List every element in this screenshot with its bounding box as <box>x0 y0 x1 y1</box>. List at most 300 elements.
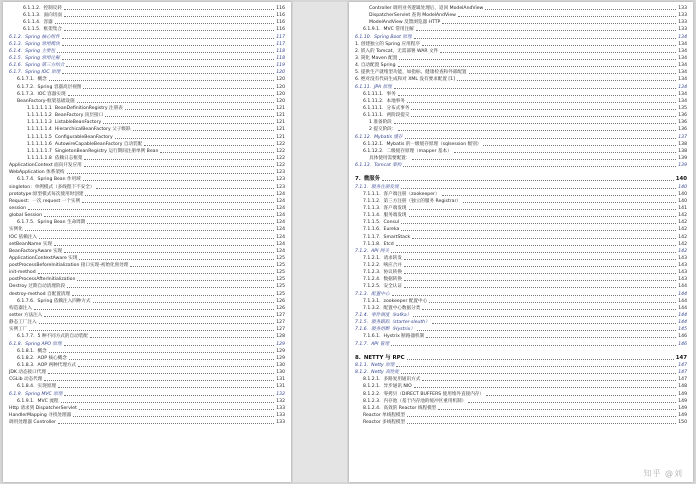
toc-entry[interactable] <box>355 283 687 290</box>
toc-entry-title: Http 请求到 DispatcherServlet <box>9 405 77 411</box>
toc-entry-page: 140 <box>675 176 687 183</box>
toc-entry-number: 6.1.8.3. <box>17 363 35 369</box>
toc-entry[interactable] <box>9 348 285 355</box>
toc-entry[interactable] <box>355 134 687 141</box>
toc-entry-title: Reactor 单线程模型 <box>363 413 406 419</box>
toc-entry-number: 1.1.1.1.1.7 <box>27 148 52 154</box>
toc-entry-page: 116 <box>276 13 285 19</box>
toc-entry-title: 高效的 Reactor 线程模型 <box>383 405 437 411</box>
dot-leader <box>404 276 676 281</box>
toc-entry[interactable] <box>355 369 687 376</box>
toc-entry-page: 134 <box>678 63 687 69</box>
toc-entry-page: 116 <box>276 20 285 26</box>
toc-entry[interactable] <box>355 262 687 269</box>
toc-entry[interactable] <box>355 69 687 76</box>
dot-leader <box>44 312 274 317</box>
toc-entry[interactable] <box>9 298 285 305</box>
toc-entry-page: 122 <box>276 155 285 161</box>
toc-entry-page: 119 <box>276 63 285 69</box>
toc-entry[interactable] <box>9 255 285 262</box>
toc-entry[interactable] <box>355 234 687 241</box>
toc-entry[interactable] <box>355 48 687 55</box>
dot-leader <box>414 383 676 388</box>
toc-entry[interactable] <box>355 84 687 91</box>
toc-entry-title: Spring 依赖注入四种方式 <box>37 298 91 304</box>
toc-entry-number: 6.1.1.3. <box>23 13 41 19</box>
dot-leader <box>105 112 274 117</box>
toc-entry-page: 121 <box>276 134 285 140</box>
toc-entry[interactable] <box>355 91 687 98</box>
toc-entry-page: 117 <box>276 34 285 40</box>
toc-entry[interactable] <box>9 391 285 398</box>
toc-entry[interactable] <box>9 341 285 348</box>
toc-entry[interactable] <box>9 84 285 91</box>
toc-entry[interactable] <box>9 362 285 369</box>
toc-entry-title: BeanFactory-框架基础设施 <box>17 98 75 104</box>
dot-leader <box>382 176 674 181</box>
toc-entry-title: destroy-method 自配置清理 <box>9 291 70 297</box>
toc-entry-page: 147 <box>678 363 687 369</box>
toc-entry[interactable] <box>9 119 285 126</box>
toc-entry-title: Spring APO 原理 <box>25 341 62 347</box>
toc-entry-title: 1 准备阶段 <box>369 120 392 126</box>
toc-entry[interactable] <box>355 112 687 119</box>
toc-entry[interactable] <box>355 12 687 19</box>
toc-entry[interactable] <box>9 226 285 233</box>
toc-entry-number: 1.1.1.1.1.4 <box>27 127 52 133</box>
toc-entry-page: 148 <box>678 384 687 390</box>
toc-entry[interactable] <box>9 155 285 162</box>
dot-leader <box>401 226 676 231</box>
toc-entry[interactable] <box>355 348 687 355</box>
dot-leader <box>407 419 676 424</box>
toc-entry[interactable] <box>9 148 285 155</box>
toc-entry-title: DispatcherServlet 查询 ModelAndView <box>369 13 456 19</box>
toc-entry-title: 分布式事务 <box>386 105 410 111</box>
toc-entry[interactable] <box>355 212 687 219</box>
toc-entry-number: 6.1.13. <box>355 163 372 169</box>
toc-entry[interactable] <box>355 355 687 362</box>
toc-entry-page: 138 <box>678 148 687 154</box>
dot-leader <box>399 55 676 60</box>
toc-entry-page: 122 <box>276 163 285 169</box>
toc-entry[interactable] <box>9 5 285 12</box>
toc-entry[interactable] <box>355 405 687 412</box>
toc-entry[interactable] <box>355 155 687 162</box>
toc-entry-title: 控制反转 <box>43 6 62 11</box>
toc-entry-page: 134 <box>678 34 687 40</box>
toc-entry-number: 8.1.1. <box>355 363 369 369</box>
toc-entry-title: prototype:原型模式每次使用时创建 <box>9 191 84 197</box>
toc-entry-page: 133 <box>678 20 687 26</box>
toc-entry[interactable] <box>9 19 285 26</box>
toc-entry[interactable] <box>9 69 285 76</box>
toc-entry-page: 140 <box>678 191 687 197</box>
dot-leader <box>412 234 676 239</box>
toc-entry-title: 概念 <box>37 348 47 354</box>
toc-entry[interactable] <box>355 98 687 105</box>
toc-entry[interactable] <box>355 398 687 405</box>
toc-entry-page: 134 <box>678 48 687 54</box>
toc-entry[interactable] <box>9 134 285 141</box>
toc-entry[interactable] <box>355 269 687 276</box>
toc-entry-page: 134 <box>678 41 687 47</box>
toc-entry[interactable] <box>9 333 285 340</box>
toc-entry[interactable] <box>355 19 687 26</box>
toc-entry[interactable] <box>9 198 285 205</box>
toc-entry-page: 142 <box>678 241 687 247</box>
toc-entry-title: 事件调度（kafka） <box>371 313 412 319</box>
toc-entry[interactable] <box>355 5 687 12</box>
toc-entry-number: 6.1.3. <box>9 41 23 47</box>
toc-entry[interactable] <box>9 169 285 176</box>
toc-entry-number: 7. <box>355 176 361 183</box>
toc-entry[interactable] <box>355 333 687 340</box>
toc-entry-number: 6.1.7.7. <box>17 334 35 340</box>
dot-leader <box>62 34 274 39</box>
toc-entry[interactable] <box>9 176 285 183</box>
toc-entry[interactable] <box>355 412 687 419</box>
toc-entry[interactable] <box>355 362 687 369</box>
toc-entry-number: 7.1.6. <box>355 327 369 333</box>
toc-entry-page: 133 <box>276 420 285 426</box>
toc-entry[interactable] <box>9 262 285 269</box>
toc-entry-page: 146 <box>678 334 687 340</box>
toc-entry[interactable] <box>355 176 687 183</box>
toc-entry[interactable] <box>9 219 285 226</box>
dot-leader <box>404 269 676 274</box>
dot-leader <box>73 412 274 417</box>
toc-entry-number: 6.1.1.5. <box>23 27 41 33</box>
toc-entry-number: 1.1.1.1.1.1 <box>27 105 52 111</box>
toc-entry-page: 144 <box>678 298 687 304</box>
toc-entry[interactable] <box>355 119 687 126</box>
toc-entry[interactable] <box>9 305 285 312</box>
toc-entry[interactable] <box>355 419 687 426</box>
toc-entry[interactable] <box>355 291 687 298</box>
toc-entry[interactable] <box>9 355 285 362</box>
toc-entry-title: 2 提交阶段： <box>369 127 397 133</box>
dot-leader <box>115 134 275 139</box>
toc-entry-title: 二级缓存原理（mapper 基本） <box>386 148 452 154</box>
toc-entry[interactable] <box>9 98 285 105</box>
toc-entry-number: 6.1.12. <box>355 134 372 140</box>
dot-leader <box>90 333 274 338</box>
toc-entry-title: 调用处理器 Controller <box>9 420 57 426</box>
toc-entry[interactable] <box>355 376 687 383</box>
dot-leader <box>442 19 676 24</box>
toc-entry-number: 6.1.7.1. <box>17 77 35 83</box>
toc-entry[interactable] <box>9 76 285 83</box>
toc-entry-page: 121 <box>276 127 285 133</box>
toc-entry[interactable] <box>9 383 285 390</box>
toc-entry-title: 服务端发现 <box>383 213 407 219</box>
toc-entry-page: 127 <box>276 327 285 333</box>
toc-entry-title: 3. 简化 Maven 配置 <box>355 55 398 61</box>
dot-leader <box>457 76 676 81</box>
toc-entry[interactable] <box>9 326 285 333</box>
toc-entry[interactable] <box>355 76 687 83</box>
toc-entry-page: 124 <box>276 248 285 254</box>
toc-entry[interactable] <box>9 184 285 191</box>
dot-leader <box>62 41 274 46</box>
toc-entry[interactable] <box>355 26 687 33</box>
dot-leader <box>411 112 676 117</box>
toc-entry[interactable] <box>355 305 687 312</box>
dot-leader <box>144 141 274 146</box>
toc-entry-title: 第三方注册（独立的服务 Registrar） <box>383 198 461 204</box>
toc-entry-page: 144 <box>678 305 687 311</box>
toc-entry[interactable] <box>355 219 687 226</box>
toc-entry-title: API 管理 <box>371 341 390 347</box>
toc-entry[interactable] <box>9 141 285 148</box>
toc-entry[interactable] <box>355 391 687 398</box>
toc-entry-number: 6.1.9.1. <box>363 27 381 33</box>
dot-leader <box>440 48 676 53</box>
toc-entry-page: 133 <box>678 13 687 19</box>
toc-entry-number: 8.1.2.1. <box>363 384 381 390</box>
dot-leader <box>83 176 274 181</box>
toc-entry-title: Reactor 多线程模型 <box>363 420 406 426</box>
toc-entry-title: Spring 常用注解 <box>25 55 60 61</box>
toc-entry-page: 134 <box>678 77 687 83</box>
toc-entry-page: 122 <box>276 141 285 147</box>
toc-entry-page: 136 <box>678 113 687 119</box>
toc-entry[interactable] <box>9 283 285 290</box>
toc-entry[interactable] <box>355 62 687 69</box>
toc-entry-title: 实例化 <box>9 227 23 233</box>
toc-entry[interactable] <box>9 248 285 255</box>
toc-page-right <box>349 2 693 482</box>
toc-entry-page: 129 <box>276 341 285 347</box>
toc-entry-number: 8. <box>355 354 361 361</box>
toc-entry-title: BeanDefinitionRegistry 注册表 <box>54 105 123 111</box>
toc-entry-number: 8.1.2. <box>355 370 369 376</box>
toc-entry[interactable] <box>355 241 687 248</box>
toc-entry[interactable] <box>355 298 687 305</box>
toc-entry[interactable] <box>9 55 285 62</box>
toc-entry-number: 7.1.2.3. <box>363 270 381 276</box>
toc-entry-number: 7.1.3. <box>355 291 369 297</box>
dot-leader <box>67 283 274 288</box>
toc-entry-title: 配置中心数据分类 <box>383 305 421 311</box>
toc-entry-number: 6.1.5. <box>9 55 23 61</box>
toc-entry-title: 构造器注入 <box>9 305 32 311</box>
toc-entry[interactable] <box>9 41 285 48</box>
toc-entry[interactable] <box>355 255 687 262</box>
toc-entry[interactable] <box>9 234 285 241</box>
toc-entry[interactable] <box>355 341 687 348</box>
toc-entry[interactable] <box>9 91 285 98</box>
toc-page-left <box>3 2 291 482</box>
toc-entry-title: 配置中心 <box>371 291 390 297</box>
toc-entry-page: 126 <box>276 305 285 311</box>
toc-entry[interactable] <box>355 184 687 191</box>
toc-entry-title: singleton：单例模式（多线程下不安全） <box>9 184 95 190</box>
toc-entry-page: 125 <box>276 263 285 269</box>
toc-entry[interactable] <box>355 162 687 169</box>
dot-leader <box>29 326 274 331</box>
toc-entry-number: 6.1.11. <box>355 84 372 90</box>
toc-entry[interactable] <box>355 41 687 48</box>
dot-leader <box>49 348 274 353</box>
toc-entry-title: 依赖日志框架 <box>54 155 83 161</box>
toc-entry-title: ConfigurableBeanFactory <box>54 134 113 140</box>
dot-leader <box>85 191 274 196</box>
toc-entry-title: postProcessAfterInitialization <box>9 277 76 283</box>
toc-entry[interactable] <box>9 319 285 326</box>
toc-entry[interactable] <box>9 419 285 426</box>
toc-entry[interactable] <box>355 126 687 133</box>
toc-entry[interactable] <box>9 412 285 419</box>
dot-leader <box>405 134 677 139</box>
dot-leader <box>57 48 274 53</box>
dot-leader <box>407 412 676 417</box>
toc-entry-page: 133 <box>678 27 687 33</box>
dot-leader <box>69 355 274 360</box>
toc-entry[interactable] <box>9 312 285 319</box>
toc-entry[interactable] <box>355 169 687 176</box>
dot-leader <box>83 84 274 89</box>
toc-entry[interactable] <box>9 126 285 133</box>
toc-entry-title: ApplicationContext 面向开发应用 <box>9 163 82 169</box>
toc-entry[interactable] <box>355 276 687 283</box>
toc-entry-page: 136 <box>678 120 687 126</box>
toc-entry[interactable] <box>355 148 687 155</box>
toc-entry-title: Eureka <box>383 227 400 233</box>
toc-entry-title: 1. 创建独立的 Spring 应用程序 <box>355 41 420 47</box>
toc-entry-page: 133 <box>678 6 687 11</box>
dot-leader <box>64 5 274 10</box>
toc-entry[interactable] <box>9 212 285 219</box>
toc-entry-title: 多路复用通讯方式 <box>383 377 421 383</box>
toc-entry-page: 122 <box>276 148 285 154</box>
toc-entry[interactable] <box>9 112 285 119</box>
toc-entry-title: global Session <box>9 213 42 219</box>
dot-leader <box>416 26 677 31</box>
toc-entry-title: 实例工厂 <box>9 327 28 333</box>
dot-leader <box>468 398 676 403</box>
toc-entry-title: JDK 动态接口代理 <box>9 370 46 376</box>
toc-entry[interactable] <box>355 248 687 255</box>
toc-entry[interactable] <box>355 191 687 198</box>
toc-entry-page: 142 <box>678 213 687 219</box>
dot-leader <box>404 262 676 267</box>
toc-entry-page: 134 <box>678 91 687 97</box>
toc-entry-number: 6.1.11.1. <box>363 91 384 97</box>
toc-entry[interactable] <box>9 291 285 298</box>
toc-entry-title: 面向切面 <box>43 13 62 19</box>
toc-entry[interactable] <box>355 319 687 326</box>
dot-leader <box>429 298 676 303</box>
dot-leader <box>483 141 676 146</box>
toc-entry-title: init-method <box>9 270 36 276</box>
dot-leader <box>130 262 274 267</box>
dot-leader <box>66 62 274 67</box>
toc-entry[interactable] <box>9 12 285 19</box>
toc-entry-title: Controller 调用业务逻辑处理后，返回 ModelAndView <box>369 6 484 11</box>
toc-entry-number: 6.1.7.5. <box>17 220 35 226</box>
toc-entry[interactable] <box>355 205 687 212</box>
toc-entry[interactable] <box>355 383 687 390</box>
toc-entry-page: 135 <box>678 105 687 111</box>
dot-leader <box>414 34 677 39</box>
toc-entry-page: 128 <box>276 334 285 340</box>
toc-entry[interactable] <box>9 276 285 283</box>
toc-entry[interactable] <box>9 105 285 112</box>
toc-entry[interactable] <box>9 376 285 383</box>
toc-entry-page: 147 <box>678 377 687 383</box>
toc-entry-page: 138 <box>678 141 687 147</box>
toc-entry[interactable] <box>9 398 285 405</box>
toc-entry-page: 129 <box>276 355 285 361</box>
toc-entry[interactable] <box>355 226 687 233</box>
toc-entry[interactable] <box>355 105 687 112</box>
toc-entry-number: 6.1.12.1. <box>363 141 384 147</box>
toc-entry-number: 7.1.2.1. <box>363 255 381 261</box>
dot-leader <box>78 362 274 367</box>
toc-entry-page: 116 <box>276 6 285 11</box>
toc-entry-page: 142 <box>678 227 687 233</box>
toc-entry[interactable] <box>9 48 285 55</box>
toc-entry-page: 125 <box>276 291 285 297</box>
toc-entry[interactable] <box>9 405 285 412</box>
toc-entry-number: 6.1.9. <box>9 391 23 397</box>
toc-entry[interactable] <box>9 162 285 169</box>
toc-entry-page: 124 <box>276 198 285 204</box>
toc-entry-title: AutowireCapableBeanFactory 自动装配 <box>54 141 143 147</box>
toc-entry-title: Spring 常用模块 <box>25 41 60 47</box>
toc-entry-number: 6.1.2. <box>9 34 23 40</box>
toc-entry-page: 136 <box>678 127 687 133</box>
toc-entry-page: 134 <box>678 55 687 61</box>
toc-entry[interactable] <box>355 312 687 319</box>
toc-entry[interactable] <box>9 369 285 376</box>
toc-entry-title: 2. 嵌入的 Tomcat，无需部署 WAR 文件 <box>355 48 439 54</box>
toc-entry-number: 7.1.1.8. <box>363 241 381 247</box>
toc-entry-page: 149 <box>678 391 687 397</box>
toc-entry-page: 125 <box>276 284 285 290</box>
toc-entry[interactable] <box>9 26 285 33</box>
toc-entry-page: 134 <box>678 84 687 90</box>
toc-entry-page: 117 <box>276 41 285 47</box>
toc-entry[interactable] <box>9 241 285 248</box>
toc-entry[interactable] <box>9 269 285 276</box>
toc-entry-title: Mybatis 缓存 <box>374 134 403 140</box>
dot-leader <box>77 98 275 103</box>
toc-entry[interactable] <box>9 34 285 41</box>
toc-entry-number: 1.1.1.1.1.8 <box>27 155 52 161</box>
toc-entry[interactable] <box>355 198 687 205</box>
toc-entry[interactable] <box>355 326 687 333</box>
dot-leader <box>64 12 274 17</box>
toc-entry[interactable] <box>9 191 285 198</box>
toc-list-right <box>355 5 687 426</box>
toc-entry-title: setter 方法注入 <box>9 313 43 319</box>
toc-entry-title: 5. 提供生产就绪型功能，如指标，健康检查和外部配置 <box>355 70 467 76</box>
toc-entry-number: 7.1.4. <box>355 313 369 319</box>
toc-entry-title: 实现原理 <box>37 384 56 390</box>
toc-entry-number: 6.1.11.1. <box>363 105 384 111</box>
toc-entry[interactable] <box>355 34 687 41</box>
toc-entry[interactable] <box>9 62 285 69</box>
toc-entry[interactable] <box>355 55 687 62</box>
toc-entry-title: SingletonBeanRegistry 运行期间注册单例 Bean <box>54 148 159 154</box>
toc-list-left <box>9 5 285 426</box>
toc-entry-title: setBeanName 实现 <box>9 241 52 247</box>
toc-entry[interactable] <box>355 141 687 148</box>
toc-entry[interactable] <box>9 205 285 212</box>
